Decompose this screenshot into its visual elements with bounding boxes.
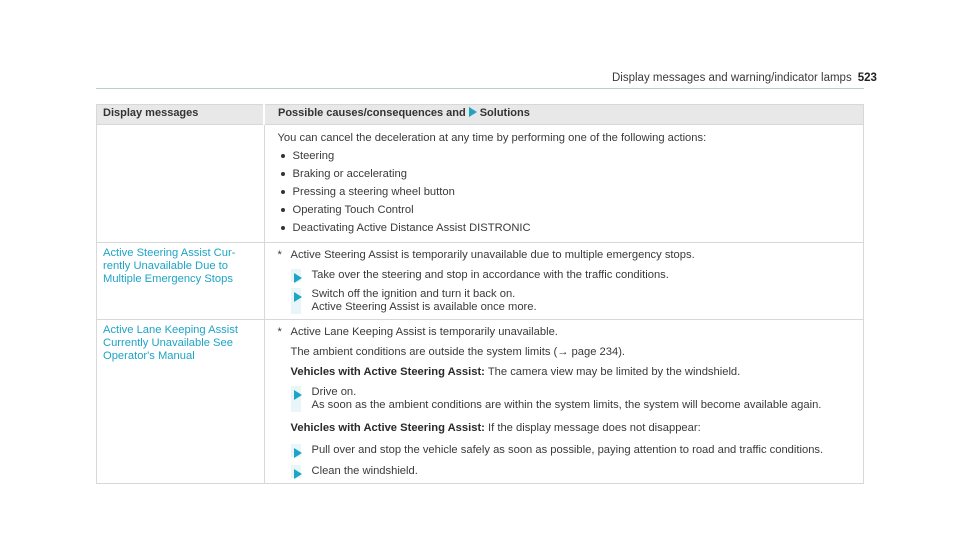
bullet-dot-icon [281,208,285,212]
message-line: rently Unavailable Due to [103,260,228,272]
action-text: Pull over and stop the vehicle safely as soon as possible, paying attention to road and traffic conditions. [311,444,824,456]
action-text [312,288,858,314]
action-text-line: As soon as the ambient conditions are within the system limits, the system will become available again. [311,399,822,411]
message-line: Operator's Manual [103,350,195,362]
list-item [278,201,858,219]
action-text-line: Switch off the ignition and turn it back on. [311,288,516,300]
action-text [312,386,858,412]
action-text-line: Drive on. [311,386,357,398]
vehicle-text: The camera view may be limited by the windshield. [487,366,741,378]
action-text: Take over the steering and stop in accordance with the traffic conditions. [311,269,669,281]
cause-text: Active Lane Keeping Assist is temporarily unavailable. [290,326,558,338]
section-title: Display messages and warning/indicator lamps [612,72,852,84]
vehicle-label: Vehicles with Active Steering Assist: [290,366,485,378]
message-line: Currently Unavailable See [103,337,233,349]
table-row [97,125,864,243]
running-header [612,72,877,84]
list-item-text: Operating Touch Control [292,204,414,216]
vehicle-note [278,364,858,380]
bullet-dot-icon [281,190,285,194]
solution-cell [264,243,864,320]
list-item-text: Braking or accelerating [292,168,407,180]
cause-line [278,247,858,263]
list-item-text: Steering [292,150,335,162]
asterisk-marker: * [277,326,282,338]
bullet-dot-icon [281,226,285,230]
cause-line [278,324,858,340]
col-header-causes-solutions [264,105,864,125]
play-triangle-icon [294,273,302,283]
col-header-causes-text: Possible causes/consequences and [278,107,466,119]
play-triangle-icon [294,292,302,302]
col-header-solutions-text: Solutions [479,107,530,119]
bullet-dot-icon [281,172,285,176]
table-row [97,320,864,484]
asterisk-marker: * [277,249,282,261]
list-item-text: Deactivating Active Distance Assist DISTRONIC [292,222,531,234]
message-cell-empty [97,125,265,243]
vehicle-text: If the display message does not disappear: [488,422,701,434]
message-cell-active-steering [97,243,265,320]
message-line: Multiple Emergency Stops [103,273,233,285]
table-header-row [97,105,864,125]
play-triangle-icon [469,107,477,117]
play-triangle-icon [294,390,302,400]
action-text-line: Active Steering Assist is available once more. [311,301,537,313]
list-item [278,219,858,237]
display-messages-table [96,104,864,484]
col-header-display-messages: Display messages [103,107,199,119]
solution-cell [264,320,864,484]
vehicle-label: Vehicles with Active Steering Assist: [290,422,485,434]
vehicle-note [278,420,858,436]
action-item [278,444,858,457]
list-item-text: Pressing a steering wheel button [292,186,455,198]
bullet-dot-icon [281,154,285,158]
table-row [97,243,864,320]
ambient-text: The ambient conditions are outside the system limits (→ page 234). [290,346,626,358]
list-item [278,147,858,165]
message-line: Active Lane Keeping Assist [103,324,238,336]
action-text: Clean the windshield. [311,465,418,477]
action-item [278,465,858,478]
cause-text: Active Steering Assist is temporarily unavailable due to multiple emergency stops. [290,249,695,261]
intro-text: You can cancel the deceleration at any time by performing one of the following actions: [277,132,707,144]
message-cell-lane-keeping [97,320,265,484]
list-item [278,183,858,201]
play-triangle-icon [294,469,302,479]
message-line: Active Steering Assist Cur- [103,247,236,259]
solution-cell [264,125,864,243]
header-divider [96,88,864,89]
action-item [278,386,858,412]
list-item [278,165,858,183]
play-triangle-icon [294,448,302,458]
action-item [278,269,858,282]
action-item [278,288,858,314]
page-number: 523 [857,72,877,84]
